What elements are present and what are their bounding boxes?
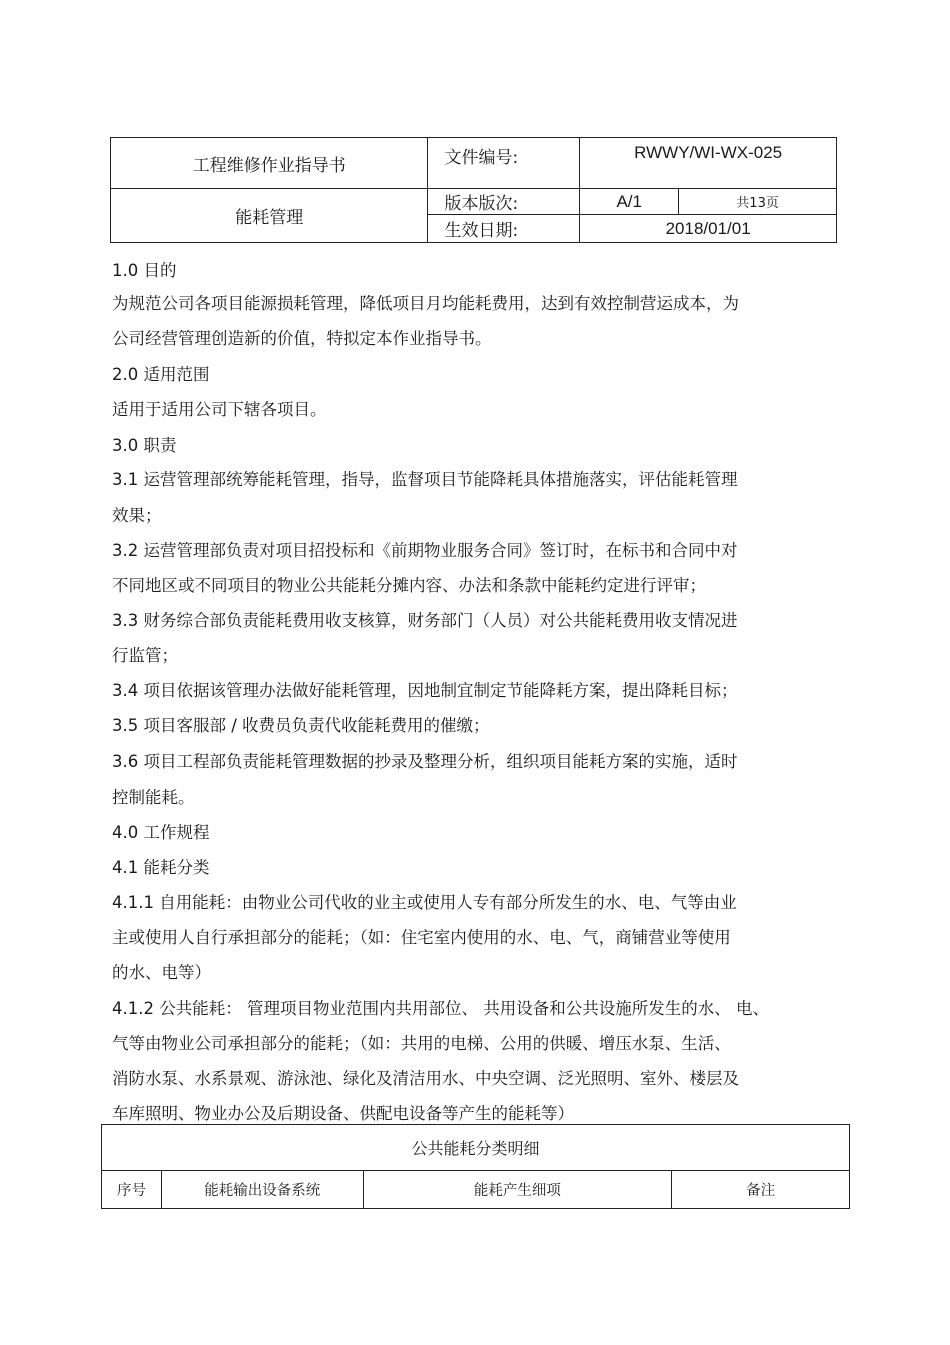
version-value: A/1: [580, 189, 679, 215]
effective-date-value: 2018/01/01: [580, 215, 837, 243]
body-line: 4.1 能耗分类: [112, 858, 210, 877]
body-line: 3.4 项目依据该管理办法做好能耗管理，因地制宜制定节能降耗方案，提出降耗目标；: [112, 681, 738, 700]
body-line: 3.3 财务综合部负责能耗费用收支核算，财务部门（人员）对公共能耗费用收支情况进: [112, 611, 738, 630]
body-line: 4.1.1 自用能耗：由物业公司代收的业主或使用人专有部分所发生的水、电、气等由业: [112, 893, 737, 912]
table-header-cell: 能耗产生细项: [363, 1171, 672, 1209]
body-line: 为规范公司各项目能源损耗管理，降低项目月均能耗费用，达到有效控制营运成本，为: [112, 294, 739, 313]
page-count: 共13页: [679, 189, 837, 215]
body-line: 的水、电等）: [112, 963, 211, 982]
body-line: 消防水泵、水系景观、游泳池、绿化及清洁用水、中央空调、泛光照明、室外、楼层及: [112, 1069, 739, 1088]
file-number-value: RWWY/WI-WX-025: [580, 138, 837, 189]
table-header-cell: 能耗输出设备系统: [161, 1171, 363, 1209]
table-header-cell: 序号: [102, 1171, 162, 1209]
body-line: 3.2 运营管理部负责对项目招投标和《前期物业服务合同》签订时，在标书和合同中对: [112, 541, 738, 560]
document-title: 工程维修作业指导书: [111, 138, 428, 189]
body-line: 3.0 职责: [112, 436, 177, 455]
body-line: 效果；: [112, 506, 162, 525]
body-line: 车库照明、物业办公及后期设备、供配电设备等产生的能耗等）: [112, 1104, 574, 1123]
category-table: [101, 1124, 850, 1209]
body-line: 2.0 适用范围: [112, 365, 210, 384]
body-line: 3.5 项目客服部 / 收费员负责代收能耗费用的催缴；: [112, 716, 490, 735]
version-label: 版本版次:: [428, 189, 580, 215]
body-line: 4.0 工作规程: [112, 823, 210, 842]
body-line: 不同地区或不同项目的物业公共能耗分摊内容、办法和条款中能耗约定进行评审；: [112, 576, 706, 595]
body-line: 控制能耗。: [112, 788, 195, 807]
file-number-label: 文件编号:: [428, 138, 580, 189]
effective-date-label: 生效日期:: [428, 215, 580, 243]
category-table-title: 公共能耗分类明细: [102, 1125, 850, 1171]
body-line: 气等由物业公司承担部分的能耗；（如：共用的电梯、公用的供暖、增压水泵、生活、: [112, 1034, 731, 1053]
body-line: 公司经营管理创造新的价值，特拟定本作业指导书。: [112, 329, 492, 348]
document-subtitle: 能耗管理: [111, 189, 428, 243]
body-line: 行监管；: [112, 646, 178, 665]
document-header-table: [110, 137, 837, 243]
body-line: 3.1 运营管理部统筹能耗管理，指导，监督项目节能降耗具体措施落实，评估能耗管理: [112, 470, 738, 489]
body-line: 3.6 项目工程部负责能耗管理数据的抄录及整理分析，组织项目能耗方案的实施，适时: [112, 752, 738, 771]
body-line: 适用于适用公司下辖各项目。: [112, 400, 327, 419]
table-header-cell: 备注: [672, 1171, 850, 1209]
body-line: 1.0 目的: [112, 261, 177, 280]
body-line: 4.1.2 公共能耗： 管理项目物业范围内共用部位、 共用设备和公共设施所发生的水、 电、: [112, 999, 769, 1018]
body-line: 主或使用人自行承担部分的能耗；（如：住宅室内使用的水、电、气，商铺营业等使用: [112, 928, 731, 947]
